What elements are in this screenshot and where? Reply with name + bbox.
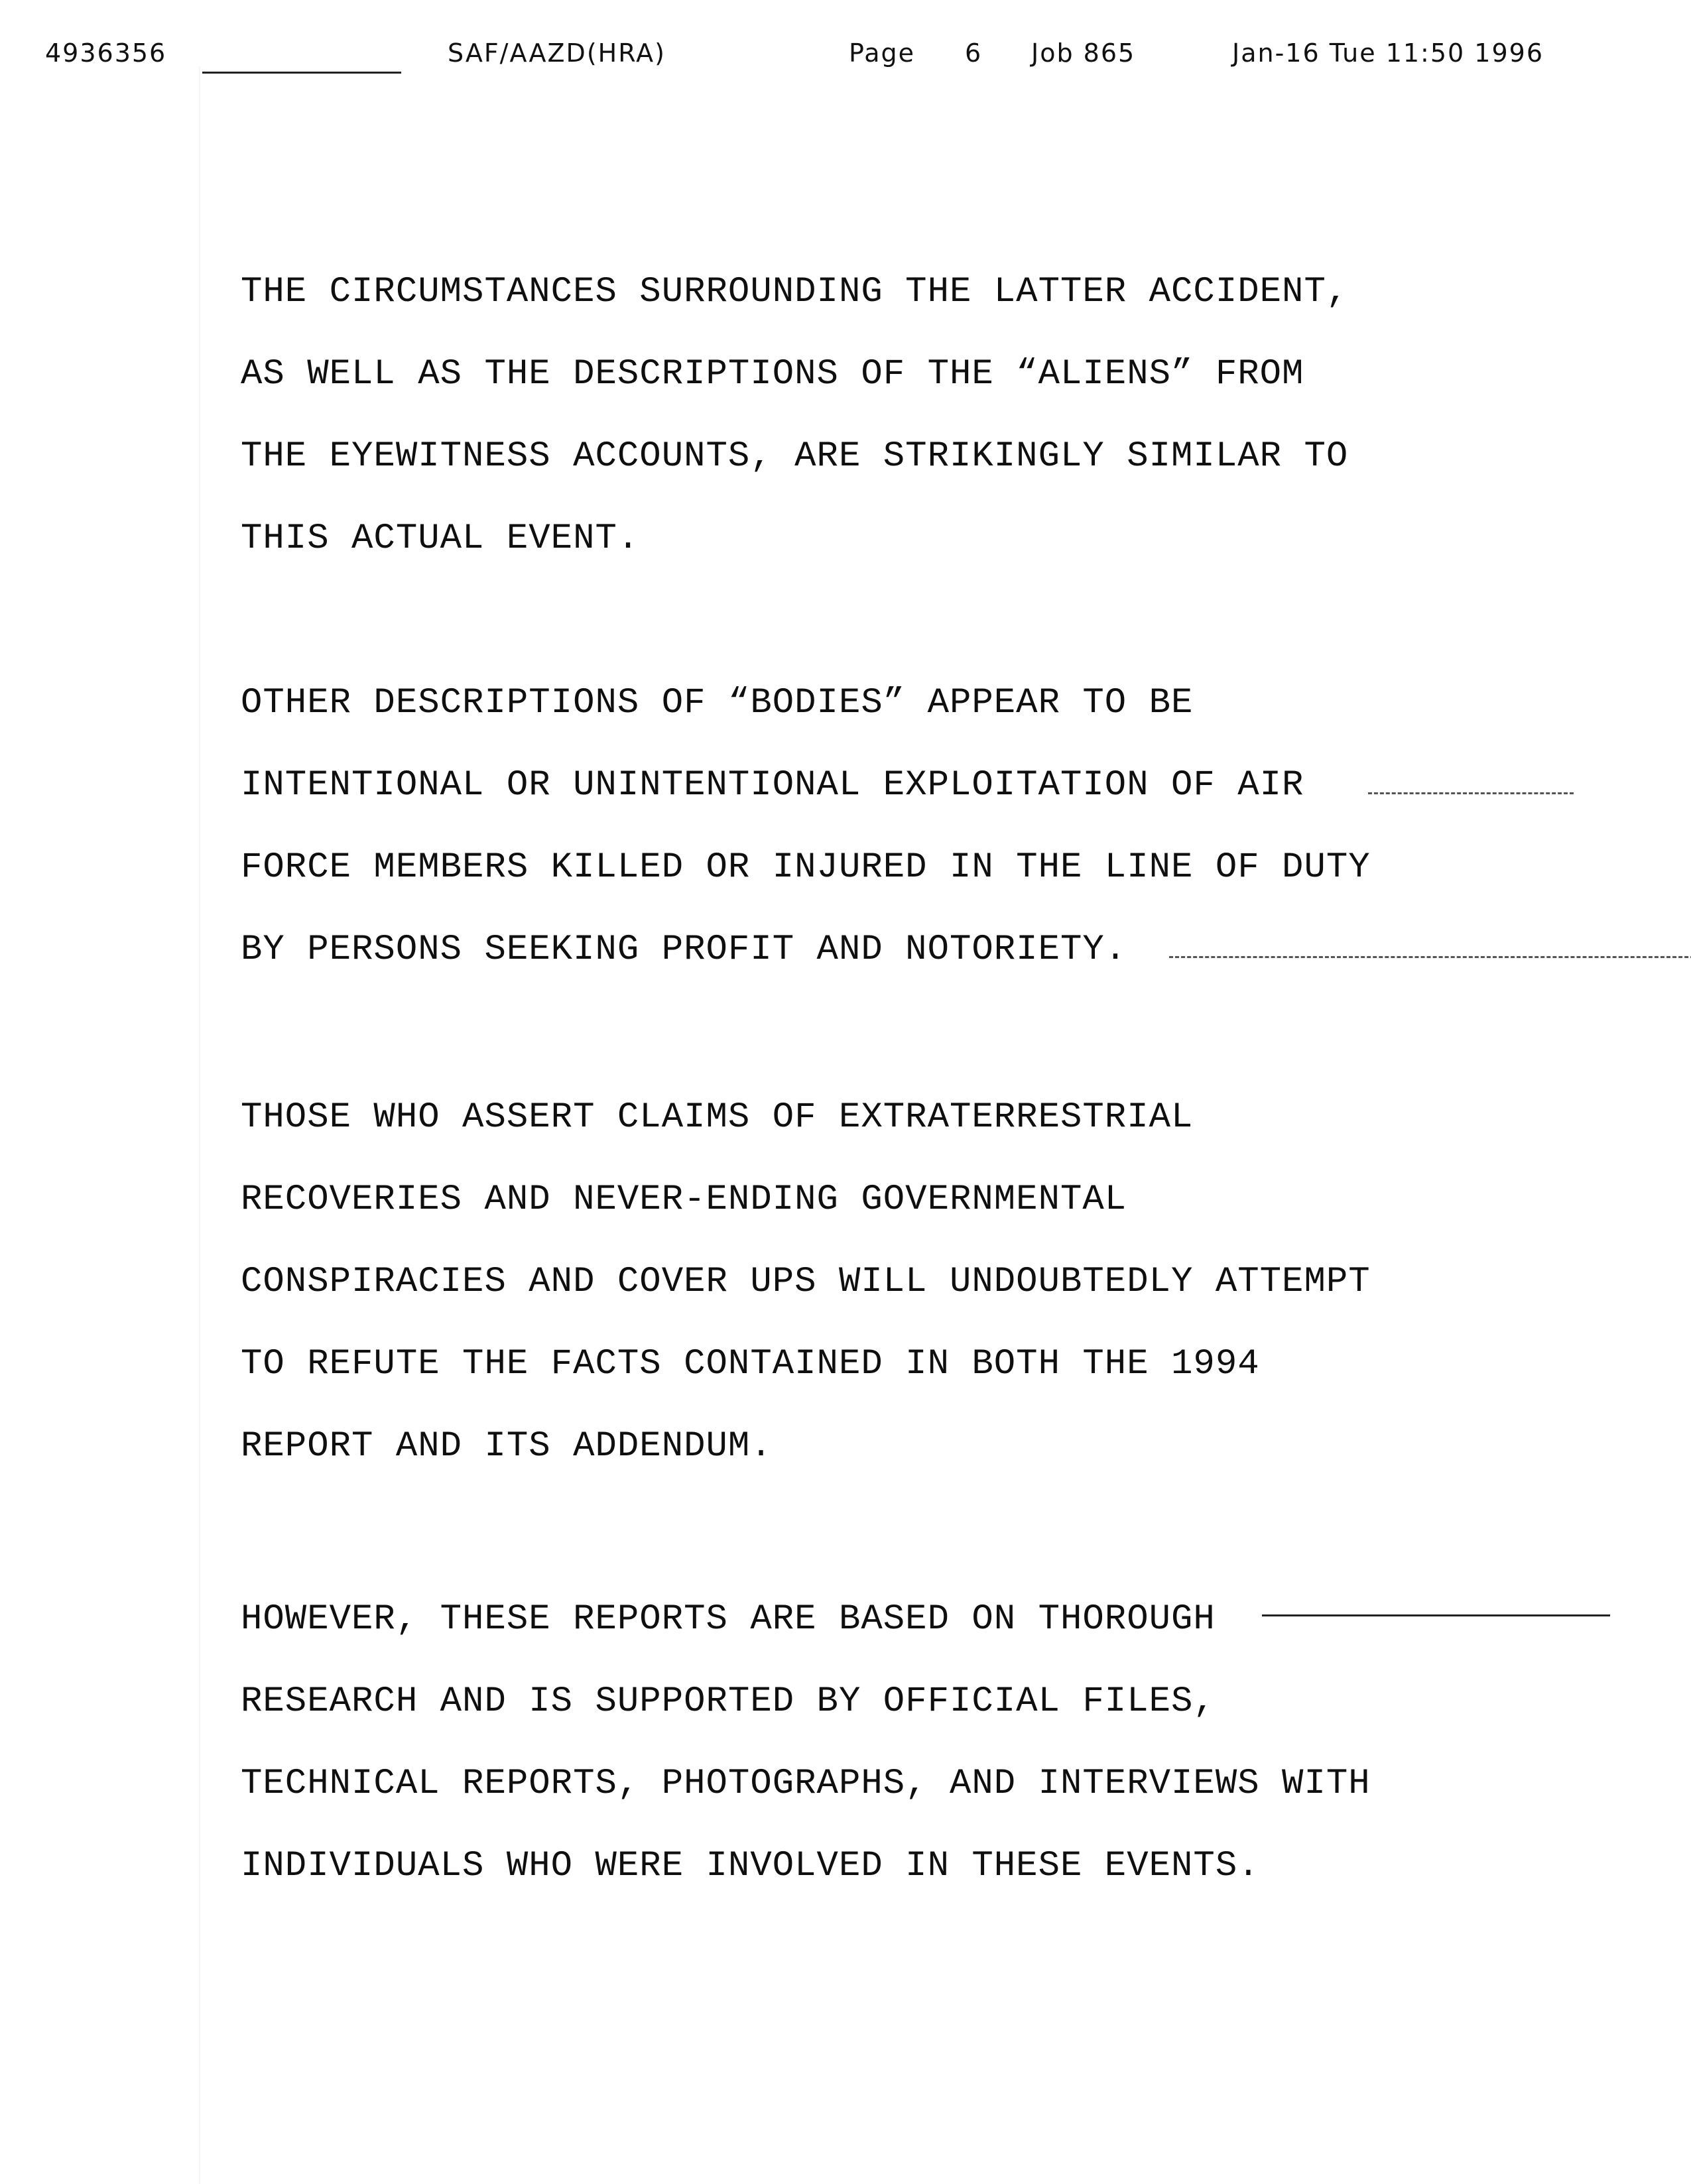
text-line: INTENTIONAL OR UNINTENTIONAL EXPLOITATION OF AIR [241, 765, 1304, 806]
sender-org: SAF/AAZD(HRA) [448, 38, 666, 68]
text-line: TECHNICAL REPORTS, PHOTOGRAPHS, AND INTERVIEWS WITH [241, 1764, 1371, 1804]
text-line: THE CIRCUMSTANCES SURROUNDING THE LATTER ACCIDENT, [241, 272, 1349, 312]
text-line: CONSPIRACIES AND COVER UPS WILL UNDOUBTEDLY ATTEMPT [241, 1262, 1371, 1302]
doc-number: 4936356 [45, 38, 167, 68]
text-line: THE EYEWITNESS ACCOUNTS, ARE STRIKINGLY SIMILAR TO [241, 436, 1349, 477]
text-line: OTHER DESCRIPTIONS OF “BODIES” APPEAR TO BE [241, 683, 1194, 723]
text-line: REPORT AND ITS ADDENDUM. [241, 1426, 773, 1467]
text-line: AS WELL AS THE DESCRIPTIONS OF THE “ALIENS” FROM [241, 354, 1304, 394]
job-number: Job 865 [1031, 38, 1136, 68]
text-line: HOWEVER, THESE REPORTS ARE BASED ON THOROUGH [241, 1599, 1216, 1640]
text-line: BY PERSONS SEEKING PROFIT AND NOTORIETY. [241, 930, 1127, 970]
text-line: RESEARCH AND IS SUPPORTED BY OFFICIAL FILES, [241, 1681, 1216, 1722]
text-line: INDIVIDUALS WHO WERE INVOLVED IN THESE EVENTS. [241, 1846, 1260, 1886]
scan-edge [199, 66, 200, 2184]
page-number: 6 [965, 38, 983, 68]
header-rule [202, 72, 401, 74]
text-line: FORCE MEMBERS KILLED OR INJURED IN THE LINE OF DUTY [241, 847, 1371, 888]
fax-dash-artifact [1169, 956, 1691, 958]
text-line: THOSE WHO ASSERT CLAIMS OF EXTRATERRESTRIAL [241, 1097, 1194, 1138]
text-line: RECOVERIES AND NEVER-ENDING GOVERNMENTAL [241, 1180, 1127, 1220]
text-line: THIS ACTUAL EVENT. [241, 518, 640, 559]
fax-line-artifact [1262, 1614, 1610, 1616]
fax-dash-artifact [1368, 792, 1574, 794]
fax-datetime: Jan-16 Tue 11:50 1996 [1232, 38, 1544, 68]
page-label: Page [849, 38, 915, 68]
text-line: TO REFUTE THE FACTS CONTAINED IN BOTH THE 1994 [241, 1344, 1260, 1384]
